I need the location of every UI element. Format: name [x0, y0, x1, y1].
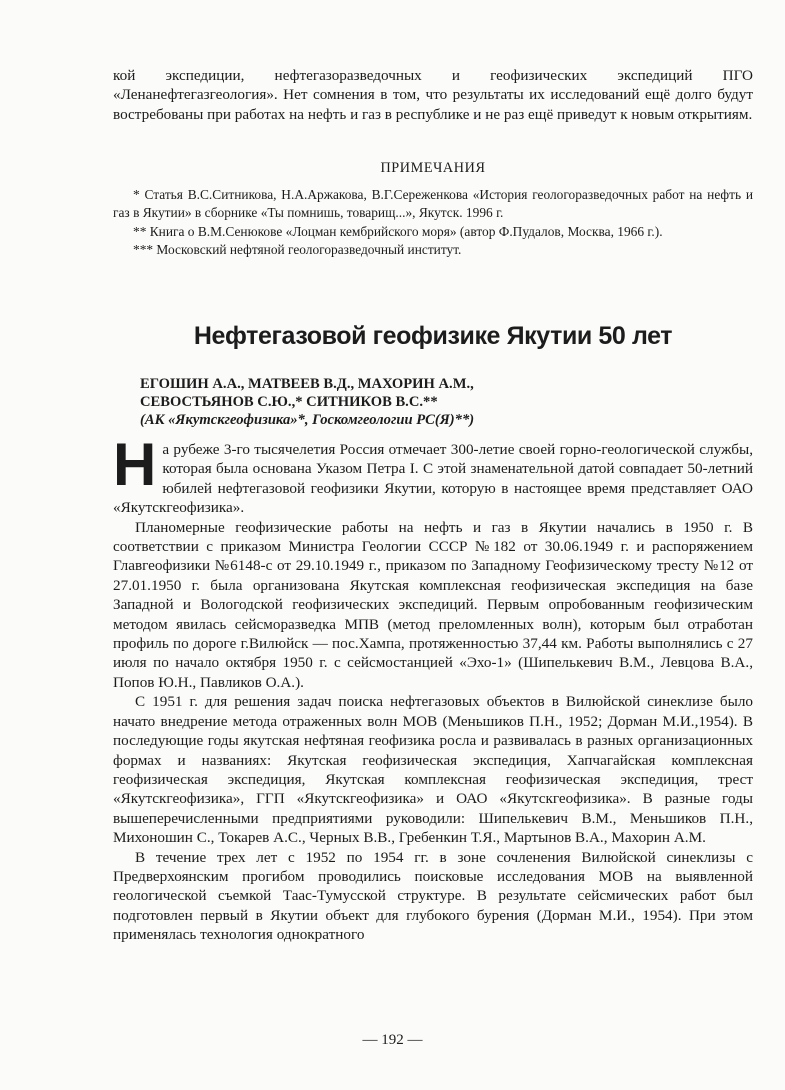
authors-line-2: СЕВОСТЬЯНОВ С.Ю.,* СИТНИКОВ В.С.**: [140, 394, 438, 410]
first-paragraph-text: а рубеже 3-го тысячелетия Россия отмечает 300-летие своей горно-геологической службы, которая была основана Указом Петра I. С этой знаменательной датой совпадает 50-летний юбилей нефтегазовой геофизики Якутии, которую в настоящее время представляет ОАО «Якутскгеофизика».: [113, 441, 753, 517]
authors-line-1: ЕГОШИН А.А., МАТВЕЕВ В.Д., МАХОРИН А.М.,: [140, 376, 474, 392]
body-paragraph: Планомерные геофизические работы на нефть и газ в Якутии начались в 1950 г. В соответствии с приказом Министра Геологии СССР №182 от 30.06.1949 г. и распоряжением Главгеофизики №6148-с от 29.10.1949 г., приказом по Западному Геофизическому тресту №12 от 27.01.1950 г. была организована Якутская комплексная геофизическая экспедиция на базе Западной и Вологодской геофизических экспедиций. Первым опробованным геофизическим методом явилась сейсморазведка МПВ (метод преломленных волн), которым был отработан профиль по дороге г.Вилюйск — пос.Хампа, протяженностью 37,44 км. Работы выполнялись с 27 июля по начало октября 1950 г. с сейсмостанцией «Эхо-1» (Шипелькевич В.М., Левцова В.А., Попов Ю.Н., Павликов О.А.).: [113, 518, 753, 691]
intro-text: [113, 66, 753, 124]
note-item: * Статья В.С.Ситникова, Н.А.Аржакова, В.Г.Сереженкова «История геологоразведочных работ на нефть и газ в Якутии» в сборнике «Ты помнишь, товарищ...», Якутск. 1996 г.: [113, 187, 753, 221]
notes-list: [113, 186, 753, 260]
affiliation: (АК «Якутскгеофизика»*, Госкомгеологии РС(Я)**): [140, 412, 475, 428]
notes-heading: ПРИМЕЧАНИЯ: [380, 160, 486, 176]
article-title: Нефтегазовой геофизике Якутии 50 лет: [193, 322, 673, 350]
article-body: [113, 431, 753, 945]
page-number: — 192 —: [362, 1032, 423, 1048]
note-item: *** Московский нефтяной геологоразведочный институт.: [133, 242, 462, 258]
body-paragraph: С 1951 г. для решения задач поиска нефтегазовых объектов в Вилюйской синеклизе было начато внедрение метода отраженных волн МОВ (Меньшиков П.Н., 1952; Дорман М.И.,1954). В последующие годы якутская нефтяная геофизика росла и развивалась в разных организационных формах и названиях: Якутская геофизическая экспедиция, Хапчагайская комплексная геофизическая экспедиция, Якутская комплексная геофизическая экспедиция, трест «Якутскгеофизика», ГГП «Якутскгеофизика» и ОАО «Якутскгеофизика». В разные годы вышеперечисленными предприятиями руководили: Шипелькевич В.М., Меньшиков П.Н., Михоношин С., Токарев А.С., Черных В.В., Гребенкин Т.Я., Мартынов В.А., Махорин А.М.: [113, 693, 753, 847]
body-paragraph: В течение трех лет с 1952 по 1954 гг. в зоне сочленения Вилюйской синеклизы с Предверхоянским прогибом проводились поисковые исследования МОВ на выявленной геологической съемкой Таас-Тумусской структуре. В результате сейсмических работ был подготовлен первый в Якутии объект для глубокого бурения (Дорман М.И., 1954). При этом применялась технология однократного: [113, 848, 753, 944]
intro-paragraph: кой экспедиции, нефтегазоразведочных и геофизических экспедиций ПГО «Ленанефтегазгеология». Нет сомнения в том, что результаты их исследований ещё долго будут востребованы при работах на нефть и газ в республике и не раз ещё приведут к новым открытиям.: [113, 67, 753, 123]
note-item: ** Книга о В.М.Сенюкове «Лоцман кембрийского моря» (автор Ф.Пудалов, Москва, 1966 г.).: [133, 223, 663, 239]
body-paragraph: [113, 431, 753, 518]
drop-cap: Н: [113, 431, 157, 498]
article-authors: [140, 375, 740, 429]
